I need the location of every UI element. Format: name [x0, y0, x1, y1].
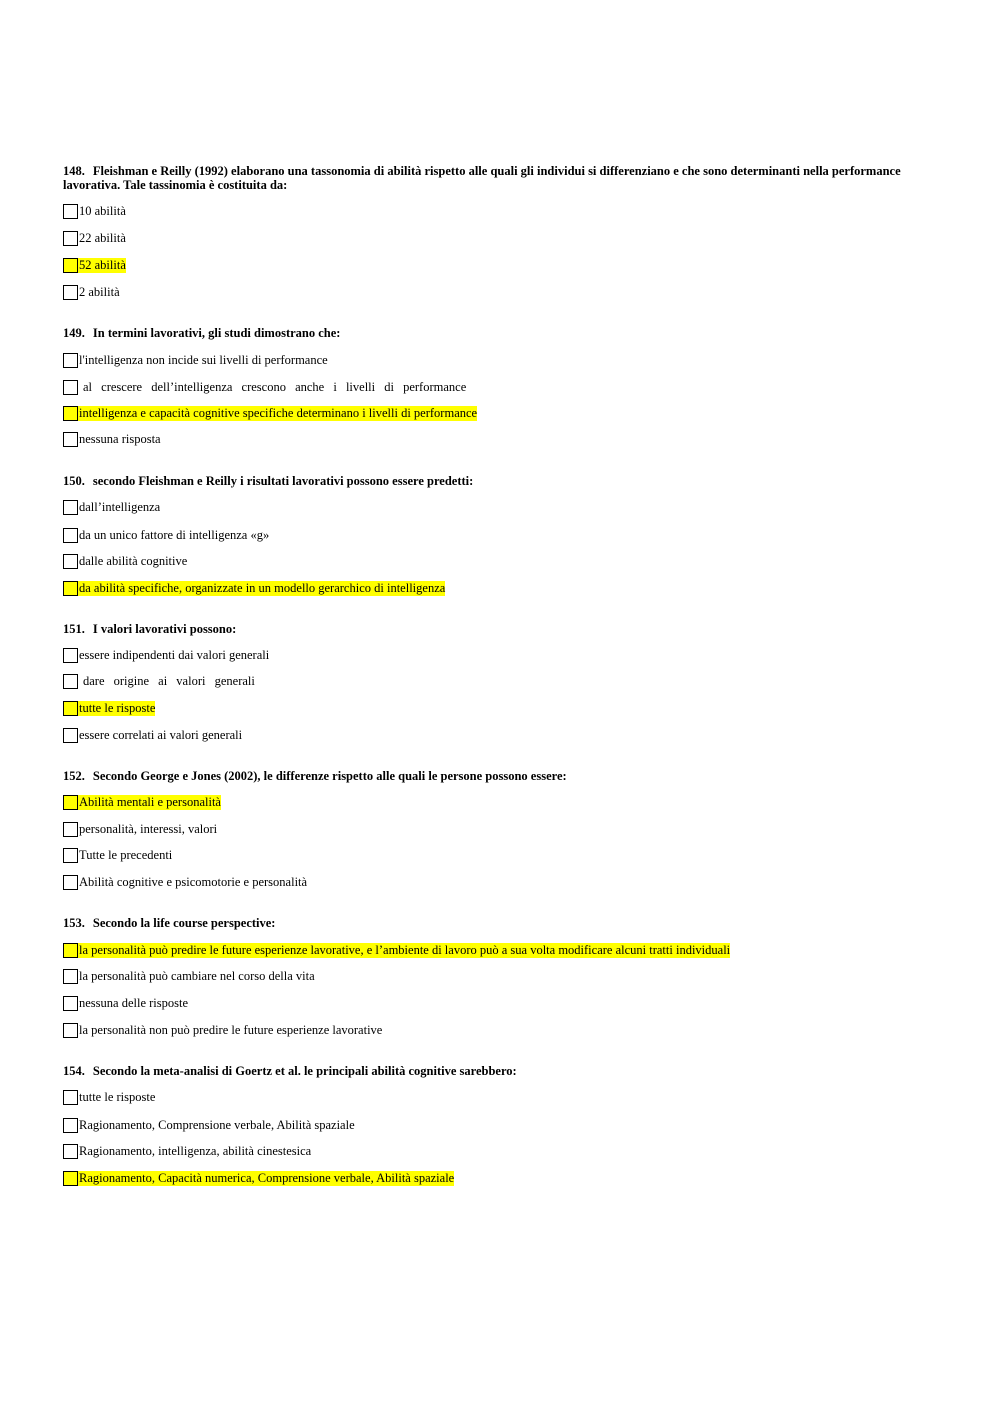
question-152-option-2[interactable]: [63, 821, 217, 838]
option-label: 10 abilità: [79, 204, 126, 218]
checkbox[interactable]: [63, 353, 78, 368]
option-label: Tutte le precedenti: [79, 848, 173, 862]
question-149-option-4[interactable]: [63, 431, 161, 448]
question-number: 154.: [63, 1064, 85, 1078]
checkbox[interactable]: [63, 554, 78, 569]
option-label: Abilità mentali e personalità: [79, 795, 221, 809]
question-152-option-3[interactable]: [63, 847, 172, 864]
option-label: Ragionamento, Comprensione verbale, Abilità spaziale: [79, 1118, 355, 1132]
checkbox[interactable]: [63, 500, 78, 515]
question-number: 153.: [63, 916, 85, 930]
question-number: 149.: [63, 326, 85, 340]
checkbox[interactable]: [63, 648, 78, 663]
option-label: intelligenza e capacità cognitive specifiche determinano i livelli di performance: [79, 406, 478, 420]
question-text: In termini lavorativi, gli studi dimostrano che:: [92, 326, 341, 340]
option-label: tutte le risposte: [79, 1090, 156, 1104]
question-148-title: [63, 164, 923, 192]
checkbox[interactable]: [63, 432, 78, 447]
question-151-option-2[interactable]: [63, 673, 255, 690]
question-152-option-4[interactable]: [63, 874, 307, 891]
question-number: 148.: [63, 164, 85, 178]
checkbox[interactable]: [63, 996, 78, 1011]
checkbox[interactable]: [63, 1023, 78, 1038]
question-number: 152.: [63, 769, 85, 783]
question-148-option-2[interactable]: [63, 230, 126, 247]
question-150-title: [63, 474, 923, 488]
option-label: nessuna risposta: [79, 432, 161, 446]
option-label: 2 abilità: [79, 285, 120, 299]
question-152-option-1[interactable]: [63, 794, 221, 811]
question-154-option-1[interactable]: [63, 1089, 155, 1106]
question-text: Secondo George e Jones (2002), le differenze rispetto alle quali le persone possono essere:: [92, 769, 567, 783]
option-label: l'intelligenza non incide sui livelli di performance: [79, 353, 328, 367]
checkbox[interactable]: [63, 1171, 78, 1186]
option-label: al crescere dell’intelligenza crescono anche i livelli di performance: [83, 380, 467, 394]
question-149-option-1[interactable]: [63, 352, 328, 369]
checkbox[interactable]: [63, 528, 78, 543]
question-text: Secondo la life course perspective:: [92, 916, 276, 930]
option-label: essere indipendenti dai valori generali: [79, 648, 270, 662]
checkbox[interactable]: [63, 581, 78, 596]
question-148-option-1[interactable]: [63, 203, 126, 220]
option-label: dalle abilità cognitive: [79, 554, 188, 568]
question-152-title: [63, 769, 923, 783]
question-149-title: [63, 326, 923, 340]
question-text: Secondo la meta-analisi di Goertz et al. le principali abilità cognitive sarebbero:: [92, 1064, 517, 1078]
question-number: 150.: [63, 474, 85, 488]
option-label: essere correlati ai valori generali: [79, 728, 243, 742]
question-154-title: [63, 1064, 923, 1078]
checkbox[interactable]: [63, 875, 78, 890]
checkbox[interactable]: [63, 1144, 78, 1159]
option-label: la personalità non può predire le future esperienze lavorative: [79, 1023, 383, 1037]
question-text: I valori lavorativi possono:: [92, 622, 237, 636]
question-151-title: [63, 622, 923, 636]
option-label: da abilità specifiche, organizzate in un modello gerarchico di intelligenza: [79, 581, 446, 595]
checkbox[interactable]: [63, 231, 78, 246]
checkbox[interactable]: [63, 822, 78, 837]
checkbox[interactable]: [63, 795, 78, 810]
checkbox[interactable]: [63, 1090, 78, 1105]
question-150-option-2[interactable]: [63, 527, 269, 544]
checkbox[interactable]: [63, 258, 78, 273]
option-label: la personalità può predire le future esperienze lavorative, e l’ambiente di lavoro può a sua volta modificare alcuni tratti individuali: [79, 943, 731, 957]
question-149-option-3[interactable]: [63, 405, 477, 422]
checkbox[interactable]: [63, 848, 78, 863]
question-153-option-1[interactable]: [63, 942, 730, 959]
option-label: da un unico fattore di intelligenza «g»: [79, 528, 270, 542]
option-label: Ragionamento, Capacità numerica, Comprensione verbale, Abilità spaziale: [79, 1171, 455, 1185]
option-label: tutte le risposte: [79, 701, 156, 715]
option-label: personalità, interessi, valori: [79, 822, 218, 836]
question-text: secondo Fleishman e Reilly i risultati lavorativi possono essere predetti:: [92, 474, 474, 488]
question-154-option-3[interactable]: [63, 1143, 311, 1160]
question-148-option-4[interactable]: [63, 284, 120, 301]
option-label: Ragionamento, intelligenza, abilità cinestesica: [79, 1144, 312, 1158]
question-148-option-3[interactable]: [63, 257, 126, 274]
option-label: dall’intelligenza: [79, 500, 161, 514]
checkbox[interactable]: [63, 943, 78, 958]
question-number: 151.: [63, 622, 85, 636]
question-154-option-2[interactable]: [63, 1117, 355, 1134]
option-label: Abilità cognitive e psicomotorie e personalità: [79, 875, 308, 889]
checkbox[interactable]: [63, 969, 78, 984]
question-153-option-4[interactable]: [63, 1022, 382, 1039]
question-150-option-3[interactable]: [63, 553, 187, 570]
option-label: nessuna delle risposte: [79, 996, 189, 1010]
question-149-option-2[interactable]: [63, 379, 466, 396]
question-151-option-3[interactable]: [63, 700, 155, 717]
option-label: 22 abilità: [79, 231, 126, 245]
checkbox[interactable]: [63, 674, 78, 689]
option-label: 52 abilità: [79, 258, 126, 272]
checkbox[interactable]: [63, 204, 78, 219]
question-text: Fleishman e Reilly (1992) elaborano una tassonomia di abilità rispetto alle quali gli individui si differenziano e che sono determinanti nella performance lavorativa. Tale tassinomia è costituita da:: [63, 164, 901, 192]
checkbox[interactable]: [63, 701, 78, 716]
checkbox[interactable]: [63, 406, 78, 421]
question-151-option-1[interactable]: [63, 647, 269, 664]
option-label: dare origine ai valori generali: [83, 674, 255, 688]
question-153-title: [63, 916, 923, 930]
checkbox[interactable]: [63, 1118, 78, 1133]
checkbox[interactable]: [63, 285, 78, 300]
option-label: la personalità può cambiare nel corso della vita: [79, 969, 315, 983]
question-150-option-1[interactable]: [63, 499, 160, 516]
question-150-option-4[interactable]: [63, 580, 445, 597]
question-154-option-4[interactable]: [63, 1170, 454, 1187]
checkbox[interactable]: [63, 728, 78, 743]
question-153-option-2[interactable]: [63, 968, 315, 985]
checkbox[interactable]: [63, 380, 78, 395]
question-153-option-3[interactable]: [63, 995, 188, 1012]
question-151-option-4[interactable]: [63, 727, 242, 744]
